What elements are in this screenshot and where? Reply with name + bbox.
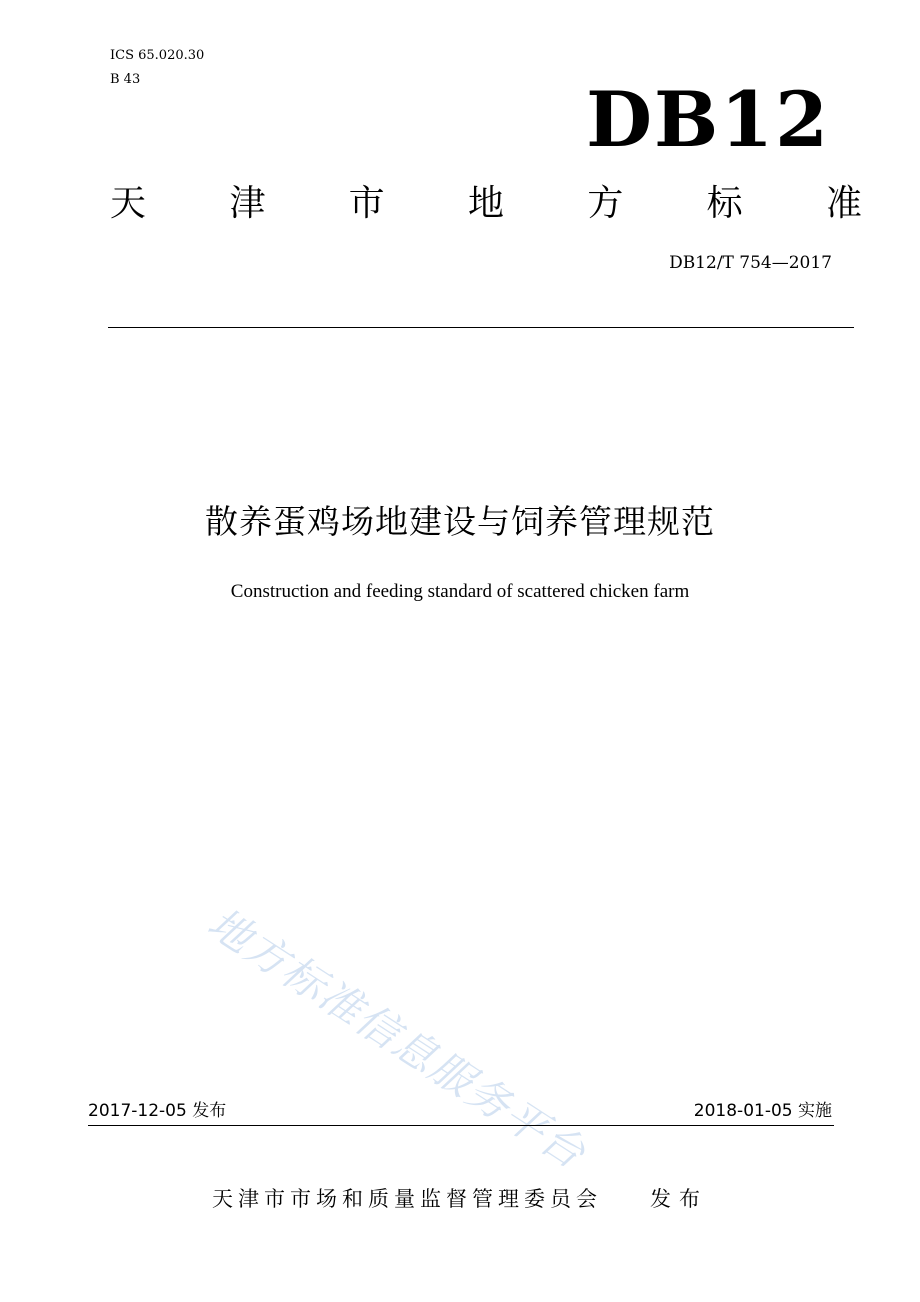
watermark-text: 地方标准信息服务平台	[199, 898, 596, 1179]
bottom-divider	[88, 1125, 834, 1126]
standard-kind-char: 地	[467, 183, 504, 224]
standard-kind-char: 天	[110, 183, 147, 224]
publish-word: 发布	[650, 1187, 708, 1211]
standard-kind-char: 方	[587, 183, 624, 224]
ccs-code: B 43	[110, 72, 141, 87]
db-mark: DB12	[586, 75, 830, 164]
publisher-line	[0, 1184, 920, 1214]
standard-number: DB12/T 754—2017	[669, 253, 832, 273]
ics-code: ICS 65.020.30	[110, 48, 205, 63]
standard-kind-char: 津	[229, 183, 266, 224]
title-chinese: 散养蛋鸡场地建设与饲养管理规范	[205, 502, 715, 541]
standard-kind-char: 标	[706, 183, 743, 224]
standard-kind-heading	[110, 182, 862, 226]
title-english: Construction and feeding standard of scattered chicken farm	[230, 581, 690, 602]
top-divider	[108, 327, 854, 328]
publisher-name: 天津市市场和质量监督管理委员会	[212, 1187, 602, 1211]
implementation-date: 2018-01-05 实施	[693, 1101, 832, 1121]
standard-kind-char: 市	[348, 183, 385, 224]
standard-kind-char: 准	[825, 183, 862, 224]
issue-date: 2017-12-05 发布	[88, 1101, 227, 1121]
